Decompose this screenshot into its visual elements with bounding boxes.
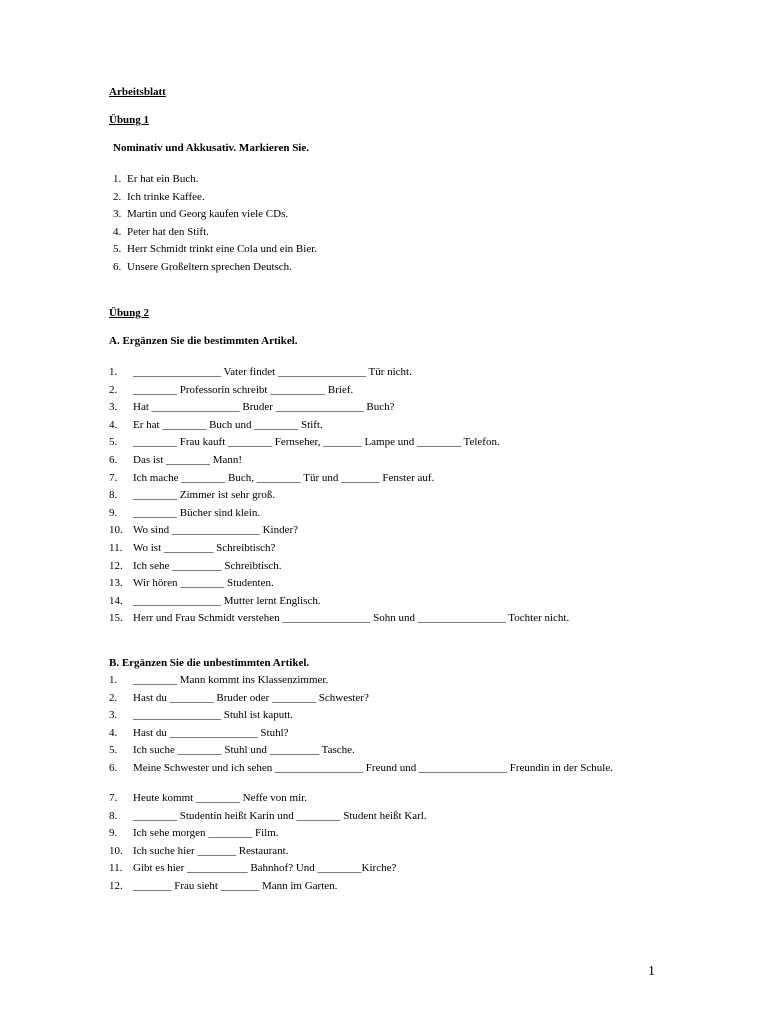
- exercise-2a-item-text: ________ Frau kauft ________ Fernseher, _______ Lampe und ________ Telefon.: [133, 436, 500, 449]
- exercise-2a-item-number: 11.: [109, 541, 123, 554]
- exercise-2a-item-number: 9.: [109, 506, 118, 519]
- exercise-2b-item-text: Heute kommt ________ Neffe von mir.: [133, 791, 307, 804]
- exercise-1-item-text: Martin und Georg kaufen viele CDs.: [127, 208, 289, 221]
- exercise-1-item-number: 5.: [113, 243, 122, 256]
- exercise-2b-item-number: 9.: [109, 827, 118, 840]
- exercise-2a-item-number: 5.: [109, 436, 118, 449]
- exercise-2b-item-number: 5.: [109, 744, 118, 757]
- exercise-2b-item-number: 11.: [109, 862, 123, 875]
- exercise-1-item-text: Peter hat den Stift.: [127, 225, 209, 238]
- exercise-2b-item-number: 4.: [109, 726, 118, 739]
- exercise-2a-item-text: Wo ist _________ Schreibtisch?: [133, 541, 276, 554]
- exercise-2a-item-number: 8.: [109, 489, 118, 502]
- exercise-2b-item-text: Ich suche hier _______ Restaurant.: [133, 844, 289, 857]
- exercise-2a-item-number: 13.: [109, 577, 123, 590]
- exercise-2b-item-number: 3.: [109, 709, 118, 722]
- exercise-2a-item-number: 10.: [109, 524, 123, 537]
- exercise-2b-item-number: 1.: [109, 674, 118, 686]
- exercise-2b-item-text: Hast du ________________ Stuhl?: [133, 726, 289, 739]
- exercise-1-item-text: Er hat ein Buch.: [127, 173, 199, 185]
- exercise-2a-item-text: Herr und Frau Schmidt verstehen ________________ Sohn und ________________ Tochter nicht.: [133, 612, 570, 625]
- exercise-2b-item-text: Hast du ________ Bruder oder ________ Schwester?: [133, 691, 369, 704]
- exercise-2a-item-text: Ich sehe _________ Schreibtisch.: [133, 559, 282, 572]
- exercise-2b-item-text: Ich sehe morgen ________ Film.: [133, 827, 279, 840]
- exercise-1-item-text: Unsere Großeltern sprechen Deutsch.: [127, 260, 292, 273]
- exercise-2b-item-number: 8.: [109, 809, 118, 822]
- exercise-2b-item-text: ________ Mann kommt ins Klassenzimmer.: [133, 674, 329, 686]
- exercise-2b-item-number: 6.: [109, 761, 118, 774]
- exercise-2a-item-number: 6.: [109, 453, 118, 466]
- exercise-2a-item-text: ________ Zimmer ist sehr groß.: [133, 489, 276, 502]
- exercise-2a-item-text: ________ Professorin schreibt __________ Brief.: [133, 383, 354, 396]
- exercise-2a-item-text: ________________ Mutter lernt Englisch.: [133, 594, 321, 607]
- exercise-1-heading: Übung 1: [109, 114, 150, 126]
- exercise-2a-item-text: Hat ________________ Bruder ________________ Buch?: [133, 401, 395, 414]
- exercise-2a-item-number: 2.: [109, 383, 118, 396]
- page-number: 1: [648, 964, 655, 979]
- exercise-2a-item-text: Wo sind ________________ Kinder?: [133, 524, 299, 537]
- exercise-2a-item-text: ________________ Vater findet ________________ Tür nicht.: [133, 366, 412, 378]
- exercise-2a-item-text: Wir hören ________ Studenten.: [133, 577, 274, 590]
- exercise-1-item-number: 6.: [113, 260, 122, 273]
- exercise-2a-item-number: 15.: [109, 612, 123, 625]
- exercise-2a-item-text: ________ Bücher sind klein.: [133, 506, 261, 519]
- exercise-2b-item-text: Ich suche ________ Stuhl und _________ Tasche.: [133, 744, 355, 757]
- exercise-2b-item-text: ________________ Stuhl ist kaputt.: [133, 709, 294, 722]
- exercise-1-item-text: Herr Schmidt trinkt eine Cola und ein Bier.: [127, 243, 318, 256]
- exercise-2b-item-text: Gibt es hier ___________ Bahnhof? Und ________Kirche?: [133, 862, 397, 875]
- exercise-2b-item-number: 7.: [109, 791, 118, 804]
- exercise-2a-item-text: Er hat ________ Buch und ________ Stift.: [133, 418, 323, 431]
- exercise-1-item-number: 1.: [113, 173, 122, 185]
- exercise-2a-item-number: 12.: [109, 559, 123, 572]
- exercise-2b-item-number: 2.: [109, 691, 118, 704]
- exercise-1-item-number: 4.: [113, 225, 122, 238]
- exercise-2a-item-number: 4.: [109, 418, 118, 431]
- exercise-2a-item-text: Das ist ________ Mann!: [133, 453, 243, 466]
- exercise-1-item-number: 3.: [113, 208, 122, 221]
- exercise-1-instruction: Nominativ und Akkusativ. Markieren Sie.: [113, 142, 309, 154]
- exercise-2b-item-text: _______ Frau sieht _______ Mann im Garten.: [133, 879, 338, 892]
- exercise-2a-item-text: Ich mache ________ Buch, ________ Tür und _______ Fenster auf.: [133, 471, 435, 484]
- exercise-2a-item-number: 1.: [109, 366, 118, 378]
- exercise-2-heading: Übung 2: [109, 307, 150, 319]
- exercise-2b-item-text: ________ Studentin heißt Karin und ________ Student heißt Karl.: [133, 809, 427, 822]
- exercise-1-item-text: Ich trinke Kaffee.: [127, 190, 205, 203]
- exercise-2a-item-number: 3.: [109, 401, 118, 414]
- document-title: Arbeitsblatt: [109, 86, 166, 98]
- exercise-1-item-number: 2.: [113, 190, 122, 203]
- exercise-2b-item-text: Meine Schwester und ich sehen ________________ Freund und ________________ Freundin in der Schule.: [133, 761, 613, 774]
- exercise-2b-instruction: B. Ergänzen Sie die unbestimmten Artikel.: [109, 657, 310, 669]
- exercise-2b-item-number: 12.: [109, 879, 123, 892]
- exercise-2a-item-number: 14.: [109, 594, 123, 607]
- exercise-2a-instruction: A. Ergänzen Sie die bestimmten Artikel.: [109, 335, 298, 347]
- exercise-2b-item-number: 10.: [109, 844, 123, 857]
- exercise-2a-item-number: 7.: [109, 471, 118, 484]
